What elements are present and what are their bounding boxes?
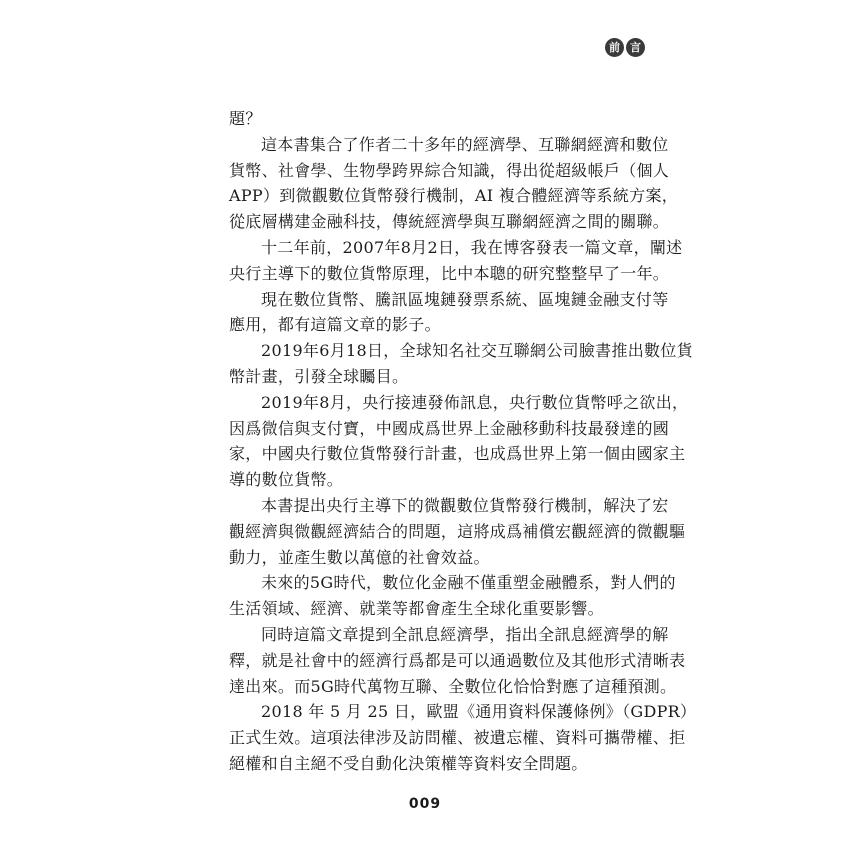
body-line: 應用，都有這篇文章的影子。 xyxy=(229,315,441,335)
section-title-char: 言 xyxy=(626,38,645,57)
body-line: 觀經濟與微觀經濟結合的問題，這將成爲補償宏觀經濟的微觀驅 xyxy=(229,521,686,541)
body-line: 從底層構建金融科技，傳統經濟學與互聯網經濟之間的關聯。 xyxy=(229,212,670,232)
body-line: 2018 年 5 月 25 日，歐盟《通用資料保護條例》（GDPR） xyxy=(261,702,697,722)
body-line: 這本書集合了作者二十多年的經濟學、互聯網經濟和數位 xyxy=(261,134,669,154)
body-text xyxy=(229,106,697,777)
body-line: 2019年6月18日，全球知名社交互聯網公司臉書推出數位貨 xyxy=(261,341,693,361)
body-line: 達出來。而5G時代萬物互聯、全數位化恰恰對應了這種預測。 xyxy=(229,676,677,696)
body-line: 幣計畫，引發全球矚目。 xyxy=(229,366,409,386)
body-line: 十二年前，2007年8月2日，我在博客發表一篇文章，闡述 xyxy=(261,237,683,257)
section-title-badge xyxy=(605,38,645,57)
body-line: APP）到微觀數位貨幣發行機制，AI 複合體經濟等系統方案， xyxy=(229,186,679,206)
body-line: 生活領域、經濟、就業等都會產生全球化重要影響。 xyxy=(229,599,604,619)
body-line: 未來的5G時代，數位化金融不僅重塑金融體系，對人們的 xyxy=(261,573,676,593)
page-number: 009 xyxy=(408,796,442,812)
body-line: 2019年8月，央行接連發佈訊息，央行數位貨幣呼之欲出， xyxy=(261,392,689,412)
body-line: 正式生效。這項法律涉及訪問權、被遺忘權、資料可攜帶權、拒 xyxy=(229,728,686,748)
body-line: 題？ xyxy=(229,109,262,128)
body-line: 央行主導下的數位貨幣原理，比中本聰的研究整整早了一年。 xyxy=(229,263,670,283)
section-title-char: 前 xyxy=(605,38,624,57)
body-line: 釋，就是社會中的經濟行爲都是可以通過數位及其他形式清晰表 xyxy=(229,650,686,670)
body-line: 現在數位貨幣、騰訊區塊鏈發票系統、區塊鏈金融支付等 xyxy=(261,289,669,309)
body-line: 導的數位貨幣。 xyxy=(229,470,344,490)
body-line: 動力，並產生數以萬億的社會效益。 xyxy=(229,547,490,567)
body-line: 絕權和自主絕不受自動化決策權等資料安全問題。 xyxy=(229,753,588,773)
body-line: 家，中國央行數位貨幣發行計畫，也成爲世界上第一個由國家主 xyxy=(229,444,686,464)
body-line: 因爲微信與支付寶，中國成爲世界上金融移動科技最發達的國 xyxy=(229,418,670,438)
body-line: 本書提出央行主導下的微觀數位貨幣發行機制，解決了宏 xyxy=(261,495,669,515)
body-line: 貨幣、社會學、生物學跨界綜合知識，得出從超級帳戶（個人 xyxy=(229,160,670,180)
body-line: 同時這篇文章提到全訊息經濟學，指出全訊息經濟學的解 xyxy=(261,624,669,644)
